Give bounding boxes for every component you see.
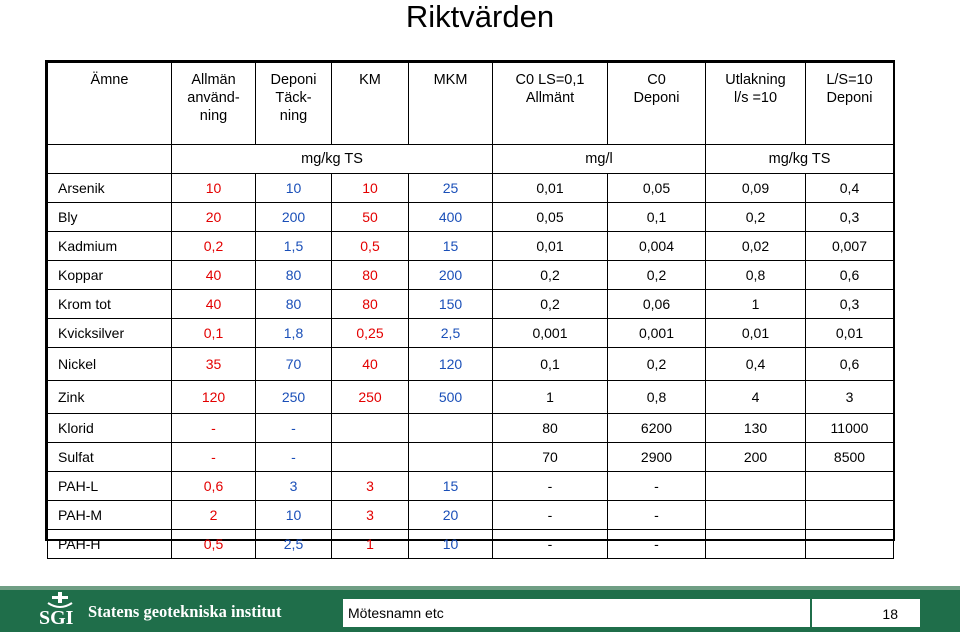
table-row bbox=[48, 381, 894, 414]
value-utlakning: 0,2 bbox=[706, 203, 806, 232]
unit-mg-kg-ts-leach: mg/kg TS bbox=[706, 145, 894, 174]
value-c0-allmant: 1 bbox=[493, 381, 608, 414]
value-utlakning: 1 bbox=[706, 290, 806, 319]
substance-name: Arsenik bbox=[48, 174, 172, 203]
value-utlakning bbox=[706, 472, 806, 501]
value-c0-allmant: - bbox=[493, 472, 608, 501]
value-allman: 0,5 bbox=[172, 530, 256, 559]
unit-mg-kg-ts-soil: mg/kg TS bbox=[172, 145, 493, 174]
value-c0-allmant: 0,001 bbox=[493, 319, 608, 348]
col-header-mkm: MKM bbox=[409, 63, 493, 145]
value-utlakning: 0,8 bbox=[706, 261, 806, 290]
value-c0-allmant: 80 bbox=[493, 414, 608, 443]
value-ls10-deponi: 0,007 bbox=[806, 232, 894, 261]
table-row bbox=[48, 414, 894, 443]
value-utlakning bbox=[706, 530, 806, 559]
value-ls10-deponi: 0,6 bbox=[806, 348, 894, 381]
col-header-ls10-deponi: L/S=10 Deponi bbox=[806, 63, 894, 145]
value-mkm bbox=[409, 443, 493, 472]
value-km: 50 bbox=[332, 203, 409, 232]
table-row bbox=[48, 530, 894, 559]
value-mkm: 25 bbox=[409, 174, 493, 203]
substance-name: Kadmium bbox=[48, 232, 172, 261]
value-ls10-deponi: 8500 bbox=[806, 443, 894, 472]
value-mkm: 400 bbox=[409, 203, 493, 232]
value-allman: 35 bbox=[172, 348, 256, 381]
substance-name: Zink bbox=[48, 381, 172, 414]
value-allman: 2 bbox=[172, 501, 256, 530]
value-km: 80 bbox=[332, 290, 409, 319]
table-row bbox=[48, 203, 894, 232]
value-deponi-tackning: 2,5 bbox=[256, 530, 332, 559]
value-c0-deponi: 2900 bbox=[608, 443, 706, 472]
value-deponi-tackning: - bbox=[256, 443, 332, 472]
value-ls10-deponi: 0,01 bbox=[806, 319, 894, 348]
substance-name: PAH-M bbox=[48, 501, 172, 530]
value-allman: - bbox=[172, 414, 256, 443]
unit-mg-l: mg/l bbox=[493, 145, 706, 174]
value-c0-allmant: 0,2 bbox=[493, 290, 608, 319]
value-c0-allmant: 0,01 bbox=[493, 174, 608, 203]
value-mkm: 10 bbox=[409, 530, 493, 559]
value-km: 10 bbox=[332, 174, 409, 203]
value-deponi-tackning: 80 bbox=[256, 261, 332, 290]
value-km: 3 bbox=[332, 472, 409, 501]
value-c0-deponi: 0,06 bbox=[608, 290, 706, 319]
value-mkm: 120 bbox=[409, 348, 493, 381]
footer-accent-line bbox=[0, 586, 960, 590]
value-km: 250 bbox=[332, 381, 409, 414]
col-header-km: KM bbox=[332, 63, 409, 145]
value-mkm bbox=[409, 414, 493, 443]
value-km: 40 bbox=[332, 348, 409, 381]
value-km: 0,25 bbox=[332, 319, 409, 348]
value-c0-deponi: - bbox=[608, 501, 706, 530]
value-utlakning: 0,09 bbox=[706, 174, 806, 203]
value-ls10-deponi: 0,6 bbox=[806, 261, 894, 290]
value-c0-deponi: - bbox=[608, 472, 706, 501]
table-row bbox=[48, 174, 894, 203]
unit-row bbox=[48, 145, 894, 174]
value-allman: 0,6 bbox=[172, 472, 256, 501]
value-deponi-tackning: 250 bbox=[256, 381, 332, 414]
value-km: 1 bbox=[332, 530, 409, 559]
value-km: 0,5 bbox=[332, 232, 409, 261]
meeting-name: Mötesnamn etc bbox=[343, 599, 810, 627]
col-header-amne: Ämne bbox=[48, 63, 172, 145]
value-mkm: 500 bbox=[409, 381, 493, 414]
table-row bbox=[48, 472, 894, 501]
substance-name: PAH-L bbox=[48, 472, 172, 501]
value-c0-deponi: 0,001 bbox=[608, 319, 706, 348]
org-name: Statens geotekniska institut bbox=[88, 602, 282, 621]
value-ls10-deponi: 0,4 bbox=[806, 174, 894, 203]
value-deponi-tackning: 80 bbox=[256, 290, 332, 319]
value-c0-deponi: 0,8 bbox=[608, 381, 706, 414]
value-ls10-deponi bbox=[806, 472, 894, 501]
value-ls10-deponi: 3 bbox=[806, 381, 894, 414]
table-row bbox=[48, 501, 894, 530]
value-utlakning bbox=[706, 501, 806, 530]
value-c0-deponi: 0,05 bbox=[608, 174, 706, 203]
sgi-logo-icon bbox=[38, 589, 82, 629]
value-deponi-tackning: 1,8 bbox=[256, 319, 332, 348]
value-ls10-deponi bbox=[806, 530, 894, 559]
value-allman: 20 bbox=[172, 203, 256, 232]
table-row bbox=[48, 319, 894, 348]
value-utlakning: 0,4 bbox=[706, 348, 806, 381]
value-deponi-tackning: 1,5 bbox=[256, 232, 332, 261]
table-row bbox=[48, 443, 894, 472]
value-allman: 0,2 bbox=[172, 232, 256, 261]
value-ls10-deponi: 0,3 bbox=[806, 290, 894, 319]
value-allman: 40 bbox=[172, 261, 256, 290]
value-mkm: 15 bbox=[409, 472, 493, 501]
value-c0-deponi: 0,004 bbox=[608, 232, 706, 261]
value-ls10-deponi bbox=[806, 501, 894, 530]
value-c0-allmant: 0,1 bbox=[493, 348, 608, 381]
value-mkm: 200 bbox=[409, 261, 493, 290]
value-deponi-tackning: - bbox=[256, 414, 332, 443]
value-ls10-deponi: 11000 bbox=[806, 414, 894, 443]
value-c0-deponi: 6200 bbox=[608, 414, 706, 443]
slide-title: Riktvärden bbox=[405, 0, 555, 34]
table-row bbox=[48, 232, 894, 261]
substance-name: Koppar bbox=[48, 261, 172, 290]
value-deponi-tackning: 200 bbox=[256, 203, 332, 232]
value-deponi-tackning: 10 bbox=[256, 174, 332, 203]
value-km bbox=[332, 414, 409, 443]
col-header-c0-deponi: C0 Deponi bbox=[608, 63, 706, 145]
value-allman: 0,1 bbox=[172, 319, 256, 348]
value-allman: 120 bbox=[172, 381, 256, 414]
unit-cell-empty bbox=[48, 145, 172, 174]
riktvarden-table bbox=[47, 62, 894, 559]
value-c0-allmant: 70 bbox=[493, 443, 608, 472]
value-mkm: 150 bbox=[409, 290, 493, 319]
value-utlakning: 130 bbox=[706, 414, 806, 443]
value-allman: - bbox=[172, 443, 256, 472]
substance-name: Sulfat bbox=[48, 443, 172, 472]
value-deponi-tackning: 10 bbox=[256, 501, 332, 530]
value-km: 3 bbox=[332, 501, 409, 530]
value-c0-allmant: 0,01 bbox=[493, 232, 608, 261]
value-mkm: 15 bbox=[409, 232, 493, 261]
value-mkm: 20 bbox=[409, 501, 493, 530]
value-utlakning: 200 bbox=[706, 443, 806, 472]
value-utlakning: 0,02 bbox=[706, 232, 806, 261]
col-header-c0-allmant: C0 LS=0,1 Allmänt bbox=[493, 63, 608, 145]
value-c0-deponi: 0,2 bbox=[608, 348, 706, 381]
page-number: 18 bbox=[812, 599, 920, 627]
substance-name: Klorid bbox=[48, 414, 172, 443]
substance-name: Nickel bbox=[48, 348, 172, 381]
value-mkm: 2,5 bbox=[409, 319, 493, 348]
col-header-allman: Allmän använd- ning bbox=[172, 63, 256, 145]
col-header-deponi-tackning: Deponi Täck- ning bbox=[256, 63, 332, 145]
value-c0-allmant: - bbox=[493, 501, 608, 530]
value-utlakning: 4 bbox=[706, 381, 806, 414]
value-c0-allmant: 0,2 bbox=[493, 261, 608, 290]
value-c0-allmant: - bbox=[493, 530, 608, 559]
table-row bbox=[48, 290, 894, 319]
table-row bbox=[48, 348, 894, 381]
substance-name: Bly bbox=[48, 203, 172, 232]
value-c0-allmant: 0,05 bbox=[493, 203, 608, 232]
substance-name: Kvicksilver bbox=[48, 319, 172, 348]
value-km bbox=[332, 443, 409, 472]
value-deponi-tackning: 3 bbox=[256, 472, 332, 501]
value-km: 80 bbox=[332, 261, 409, 290]
header-row bbox=[48, 63, 894, 145]
value-deponi-tackning: 70 bbox=[256, 348, 332, 381]
substance-name: Krom tot bbox=[48, 290, 172, 319]
value-utlakning: 0,01 bbox=[706, 319, 806, 348]
substance-name: PAH-H bbox=[48, 530, 172, 559]
col-header-utlakning: Utlakning l/s =10 bbox=[706, 63, 806, 145]
value-c0-deponi: 0,2 bbox=[608, 261, 706, 290]
table-body bbox=[48, 174, 894, 559]
table-row bbox=[48, 261, 894, 290]
riktvarden-table-frame bbox=[45, 60, 895, 552]
value-c0-deponi: 0,1 bbox=[608, 203, 706, 232]
svg-text:SGI: SGI bbox=[39, 607, 74, 629]
value-allman: 10 bbox=[172, 174, 256, 203]
value-allman: 40 bbox=[172, 290, 256, 319]
value-ls10-deponi: 0,3 bbox=[806, 203, 894, 232]
value-c0-deponi: - bbox=[608, 530, 706, 559]
